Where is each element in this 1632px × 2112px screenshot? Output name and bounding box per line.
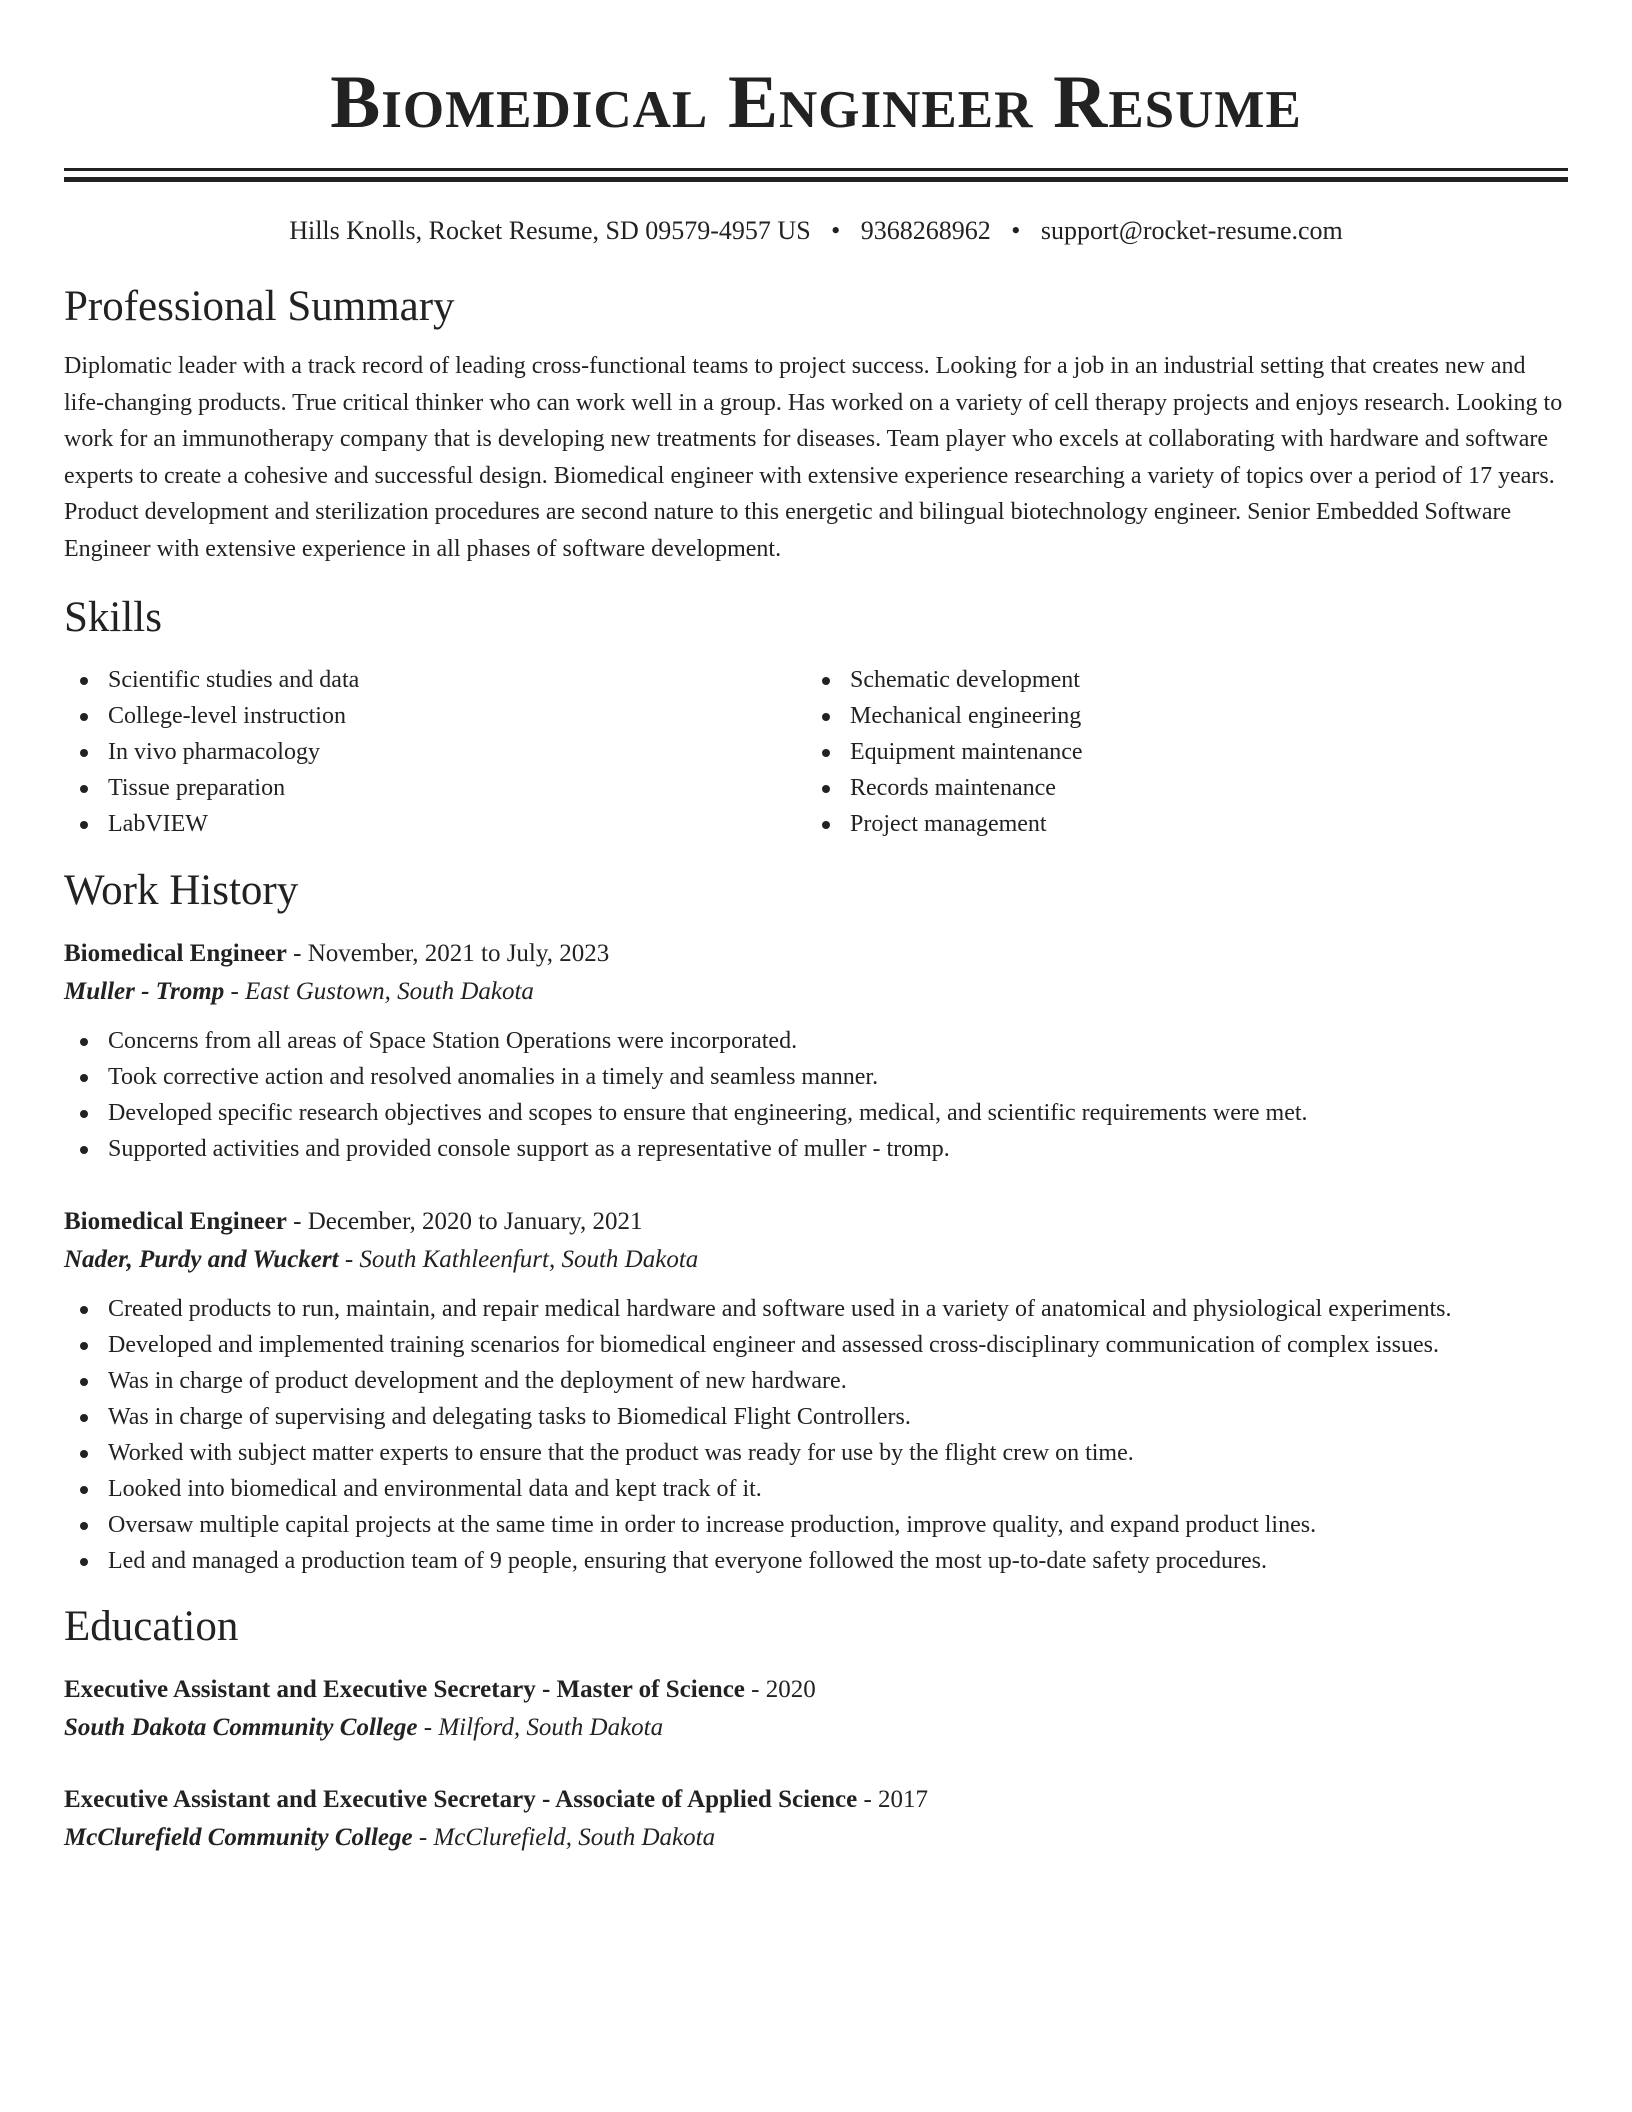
job-bullet: Supported activities and provided console support as a representative of muller - tromp. [64,1131,1568,1167]
job-bullet: Oversaw multiple capital projects at the same time in order to increase production, improve quality, and expand product lines. [64,1507,1568,1543]
contact-address: Hills Knolls, Rocket Resume, SD 09579-4957 US [289,216,811,245]
education-degree-line: Executive Assistant and Executive Secretary - Associate of Applied Science - 2017 [64,1786,929,1813]
job-title-line: Biomedical Engineer - December, 2020 to January, 2021 [64,1208,643,1235]
education-school-line: South Dakota Community College - Milford, South Dakota [64,1714,664,1741]
contact-email: support@rocket-resume.com [1040,216,1343,245]
summary-text: Diplomatic leader with a track record of leading cross-functional teams to project success. Looking for a job in an industrial setting that creates new and life-changing products. True critical thinker who can work well in a group. Has worked on a variety of cell therapy projects and enjoys research. Looking to work for an immunotherapy company that is developing new treatments for diseases. Team player who excels at collaborating with hardware and software experts to create a cohesive and successful design. Biomedical engineer with extensive experience researching a variety of topics over a period of 17 years. Product development and sterilization procedures are second nature to this energetic and bilingual biotechnology engineer. Senior Embedded Software Engineer with extensive experience in all phases of software development. [64,353,1563,562]
summary-heading: Professional Summary [64,283,455,330]
job-bullet: Led and managed a production team of 9 people, ensuring that everyone followed the most up-to-date safety procedures. [64,1543,1568,1579]
job-employer-line: Muller - Tromp - East Gustown, South Dakota [64,978,534,1005]
job-bullet: Was in charge of supervising and delegating tasks to Biomedical Flight Controllers. [64,1399,1568,1435]
skills-heading: Skills [64,594,162,641]
skill-item: College-level instruction [64,698,806,734]
skills-column-left [64,662,806,842]
job-bullet: Was in charge of product development and the deployment of new hardware. [64,1363,1568,1399]
education-school: McClurefield Community College [64,1824,413,1851]
job-title: Biomedical Engineer [64,1208,287,1235]
job-dates: November, 2021 to July, 2023 [307,940,610,967]
job-bullet: Worked with subject matter experts to ensure that the product was ready for use by the flight crew on time. [64,1435,1568,1471]
contact-line [64,216,1568,246]
job-entry [64,935,1568,1167]
skill-item: Tissue preparation [64,770,806,806]
job-location: East Gustown, South Dakota [245,978,534,1005]
job-entry [64,1203,1568,1579]
education-location: McClurefield, South Dakota [433,1824,716,1851]
job-title-line: Biomedical Engineer - November, 2021 to July, 2023 [64,940,610,967]
contact-separator: • [831,216,841,245]
education-year: 2020 [765,1676,816,1703]
education-location: Milford, South Dakota [438,1714,664,1741]
job-bullets [64,1023,1568,1167]
job-bullet: Looked into biomedical and environmental data and kept track of it. [64,1471,1568,1507]
job-bullet: Created products to run, maintain, and repair medical hardware and software used in a variety of anatomical and physiological experiments. [64,1291,1568,1327]
skill-item: Equipment maintenance [806,734,1548,770]
contact-phone: 9368268962 [860,216,991,245]
skill-item: Mechanical engineering [806,698,1548,734]
skill-item: Schematic development [806,662,1548,698]
education-degree-line: Executive Assistant and Executive Secretary - Master of Science - 2020 [64,1676,816,1703]
document-title: Biomedical Engineer Resume [330,61,1302,144]
job-company: Nader, Purdy and Wuckert [64,1246,339,1273]
education-degree: Executive Assistant and Executive Secretary - Master of Science [64,1676,745,1703]
skills-list [64,662,1568,842]
job-dates: December, 2020 to January, 2021 [307,1208,643,1235]
education-heading: Education [64,1603,239,1650]
skill-item: Project management [806,806,1548,842]
skill-item: Records maintenance [806,770,1548,806]
title-divider-bottom [64,177,1568,182]
job-bullet: Concerns from all areas of Space Station Operations were incorporated. [64,1023,1568,1059]
education-entry [64,1671,1568,1747]
job-title: Biomedical Engineer [64,940,287,967]
job-bullet: Took corrective action and resolved anomalies in a timely and seamless manner. [64,1059,1568,1095]
skills-column-right [806,662,1548,842]
work-history-heading: Work History [64,867,299,914]
skill-item: In vivo pharmacology [64,734,806,770]
job-employer-line: Nader, Purdy and Wuckert - South Kathleenfurt, South Dakota [64,1246,699,1273]
education-entry [64,1781,1568,1857]
skill-item: Scientific studies and data [64,662,806,698]
skill-item: LabVIEW [64,806,806,842]
job-bullet: Developed specific research objectives and scopes to ensure that engineering, medical, and scientific requirements were met. [64,1095,1568,1131]
job-bullets [64,1291,1568,1579]
title-divider-top [64,168,1568,171]
education-school-line: McClurefield Community College - McClurefield, South Dakota [64,1824,716,1851]
job-company: Muller - Tromp [64,978,225,1005]
education-degree: Executive Assistant and Executive Secretary - Associate of Applied Science [64,1786,858,1813]
job-bullet: Developed and implemented training scenarios for biomedical engineer and assessed cross-disciplinary communication of complex issues. [64,1327,1568,1363]
contact-separator: • [1011,216,1021,245]
education-school: South Dakota Community College [64,1714,418,1741]
job-location: South Kathleenfurt, South Dakota [359,1246,699,1273]
education-year: 2017 [878,1786,929,1813]
